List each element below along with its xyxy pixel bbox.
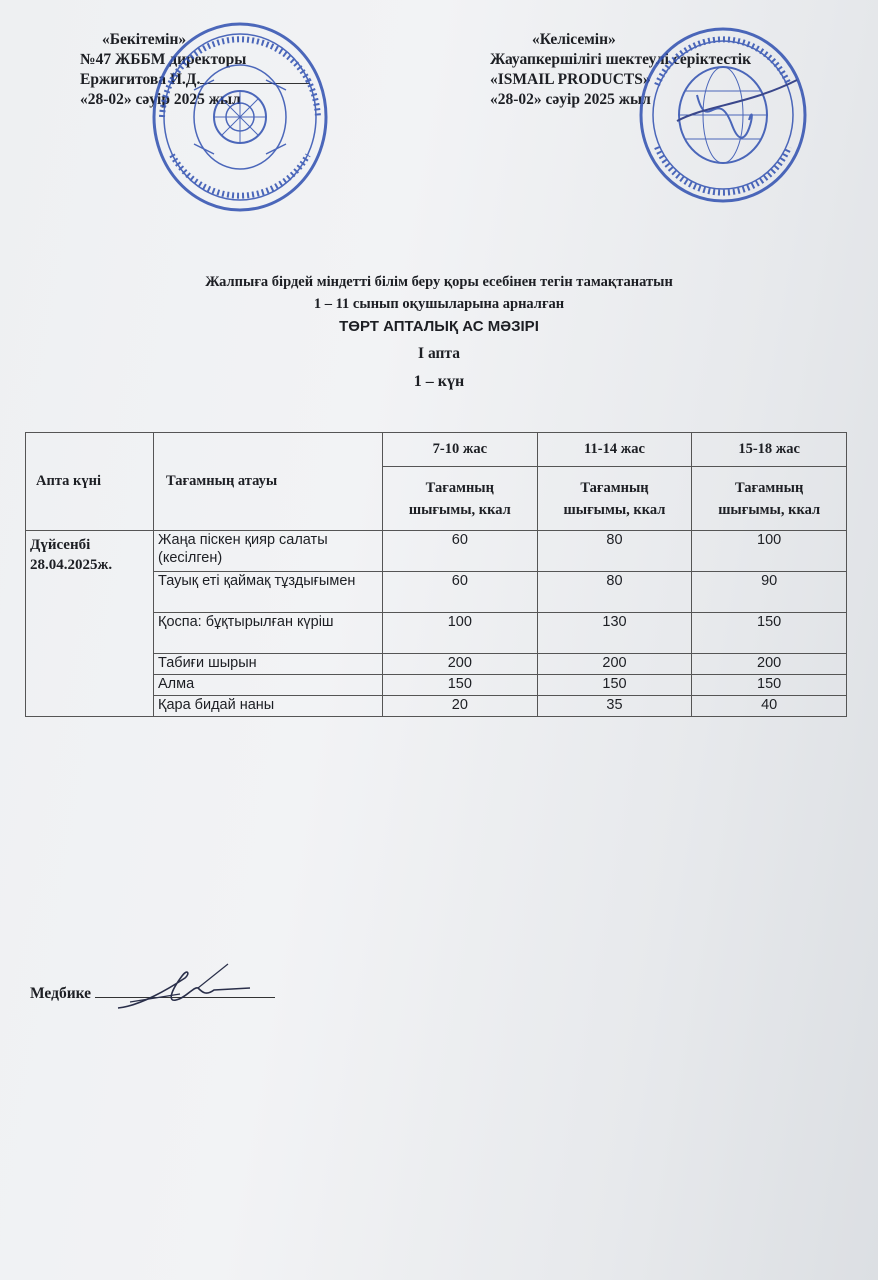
handwritten-signature — [110, 958, 260, 1018]
kcal-value: 20 — [383, 696, 538, 717]
menu-table — [25, 432, 847, 717]
approval-left-name: Ержигитова И.Д. — [80, 71, 201, 88]
header-age-group: 15-18 жас — [692, 433, 847, 467]
dish-name: Жаңа піскен қияр салаты (кесілген) — [154, 531, 383, 572]
kcal-value: 130 — [537, 613, 692, 654]
header-yield-line1: Тағамның — [580, 479, 649, 496]
approval-left-title: «Бекітемін» — [102, 31, 187, 48]
kcal-value: 60 — [383, 572, 538, 613]
kcal-value: 150 — [537, 675, 692, 696]
table-row — [26, 531, 847, 572]
kcal-value: 150 — [692, 613, 847, 654]
header-yield — [537, 467, 692, 531]
document-heading-line1: Жалпыға бірдей міндетті білім беру қоры есебінен тегін тамақтанатын — [205, 274, 673, 290]
header-yield-line2: шығымы, ккал — [408, 501, 511, 518]
dish-name: Тауық еті қаймақ тұздығымен — [154, 572, 383, 613]
approval-left-date: «28-02» сәуір 2025 жыл — [80, 91, 241, 108]
approval-left-position: №47 ЖББМ директоры — [80, 51, 247, 68]
header-yield-line2: шығымы, ккал — [563, 501, 666, 518]
kcal-value: 40 — [692, 696, 847, 717]
document-title: ТӨРТ АПТАЛЫҚ АС МӘЗІРІ — [339, 318, 539, 335]
kcal-value: 90 — [692, 572, 847, 613]
kcal-value: 100 — [383, 613, 538, 654]
header-day: Апта күні — [26, 433, 154, 531]
day-cell — [26, 531, 154, 717]
kcal-value: 150 — [692, 675, 847, 696]
kcal-value: 100 — [692, 531, 847, 572]
dish-name: Қара бидай наны — [154, 696, 383, 717]
approval-right-title: «Келісемін» — [532, 31, 616, 48]
kcal-value: 80 — [537, 572, 692, 613]
header-yield-line1: Тағамның — [735, 479, 804, 496]
dish-name: Алма — [154, 675, 383, 696]
day-name: Дүйсенбі — [30, 537, 91, 553]
company-seal-stamp — [637, 25, 809, 205]
header-age-group: 7-10 жас — [383, 433, 538, 467]
header-yield-line1: Тағамның — [425, 479, 494, 496]
kcal-value: 80 — [537, 531, 692, 572]
dish-name: Табиғи шырын — [154, 654, 383, 675]
dish-name: Қоспа: бұқтырылған күріш — [154, 613, 383, 654]
table-header-row — [26, 433, 847, 467]
kcal-value: 200 — [692, 654, 847, 675]
header-age-group: 11-14 жас — [537, 433, 692, 467]
kcal-value: 35 — [537, 696, 692, 717]
kcal-value: 150 — [383, 675, 538, 696]
kcal-value: 200 — [537, 654, 692, 675]
header-yield — [383, 467, 538, 531]
header-dish: Тағамның атауы — [154, 433, 383, 531]
school-seal-stamp — [150, 20, 330, 215]
kcal-value: 60 — [383, 531, 538, 572]
header-yield — [692, 467, 847, 531]
kcal-value: 200 — [383, 654, 538, 675]
nurse-label: Медбике — [30, 985, 92, 1002]
day-date: 28.04.2025ж. — [30, 557, 113, 573]
approval-right-company-name: «ISMAIL PRODUCTS» — [490, 71, 651, 88]
header-yield-line2: шығымы, ккал — [718, 501, 821, 518]
document-heading-line2: 1 – 11 сынып оқушыларына арналған — [313, 296, 565, 312]
week-label: І апта — [418, 345, 460, 362]
day-label: 1 – күн — [413, 373, 465, 390]
approval-right-date: «28-02» сәуір 2025 жыл — [490, 91, 651, 108]
approval-right-company-type: Жауапкершілігі шектеулі серіктестік — [490, 51, 752, 68]
